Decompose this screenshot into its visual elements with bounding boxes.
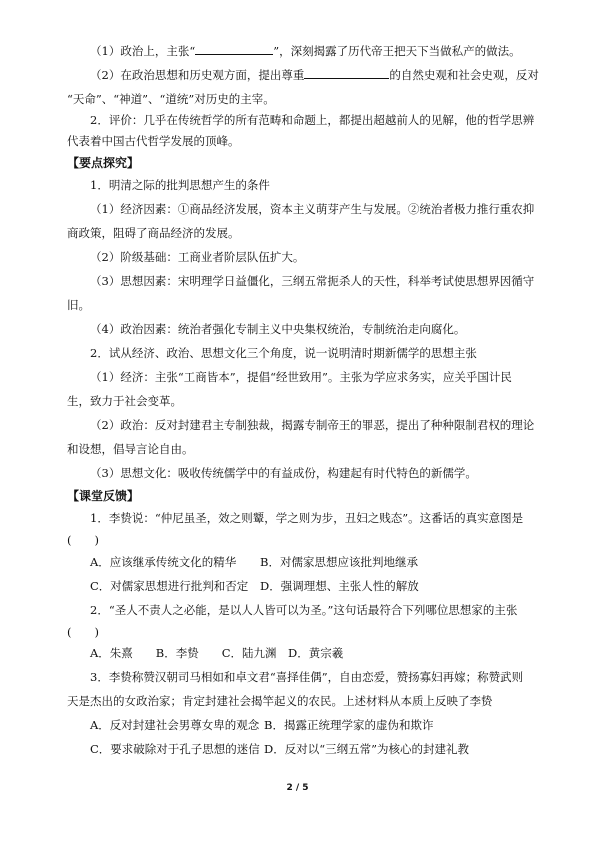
option-b: B．揭露正统理学家的虚伪和欺诈 <box>264 718 434 732</box>
paragraph-line <box>90 43 595 59</box>
paragraph-line: 2．试从经济、政治、思想文化三个角度，说一说明清时期新儒学的思想主张 <box>90 346 477 360</box>
option-b: B．对儒家思想应该批判地继承 <box>260 555 418 569</box>
fill-in-blank <box>195 43 273 55</box>
text: （2）在政治思想和历史观方面，提出尊重 <box>90 68 305 82</box>
option-a: A．应该继承传统文化的精华 <box>90 555 237 569</box>
option-a: A．反对封建社会男尊女卑的观念 <box>90 718 260 732</box>
answer-bracket: ( ) <box>67 533 99 547</box>
options-row: A．朱熹 B．李贽 C．陆九渊 D．黄宗羲 <box>90 646 344 660</box>
fill-in-blank <box>304 67 389 79</box>
section-heading: 【课堂反馈】 <box>67 489 140 503</box>
option-c: C．要求破除对于孔子思想的迷信 <box>90 742 260 756</box>
option-d: D．强调理想、主张人性的解放 <box>260 579 419 593</box>
paragraph-line: （1）经济：主张“工商皆本”，提倡“经世致用”。主张为学应求务实，应关乎国计民 <box>90 370 512 384</box>
paragraph-line: “天命”、“神道”、“道统”对历史的主宰。 <box>67 92 275 106</box>
page-number: 2 / 5 <box>286 783 309 793</box>
paragraph-line: 代表着中国古代哲学发展的顶峰。 <box>67 134 240 148</box>
paragraph-line: （2）阶级基础：工商业者阶层队伍扩大。 <box>90 250 305 264</box>
paragraph-line: 2．评价：几乎在传统哲学的所有范畴和命题上，都提出超越前人的见解，他的哲学思辨 <box>90 113 535 127</box>
question-stem: 2．“圣人不责人之必能，是以人人皆可以为圣。”这句话最符合下列哪位思想家的主张 <box>90 603 518 617</box>
paragraph-line: 1．明清之际的批判思想产生的条件 <box>90 178 270 192</box>
question-stem: 1．李贽说：“仲尼虽圣，效之则颦，学之则为步，丑妇之贱态”。这番话的真实意图是 <box>90 511 524 525</box>
option-c: C．对儒家思想进行批判和否定 <box>90 579 249 593</box>
text: （1）政治上，主张“ <box>90 44 196 58</box>
answer-bracket: ( ) <box>67 625 99 639</box>
text: 的自然史观和社会史观，反对 <box>389 68 539 82</box>
paragraph-line: 商政策，阻碍了商品经济的发展。 <box>67 226 240 240</box>
paragraph-line: 和设想，倡导言论自由。 <box>67 442 194 456</box>
paragraph-line: （1）经济因素：①商品经济发展，资本主义萌芽产生与发展。②统治者极力推行重农抑 <box>90 202 535 216</box>
paragraph-line: （4）政治因素：统治者强化专制主义中央集权统治，专制统治走向腐化。 <box>90 322 466 336</box>
question-stem: 3．李贽称赞汉朝司马相如和卓文君“喜择佳偶”，自由恋爱，赞扬寡妇再嫁；称赞武则 <box>90 670 524 684</box>
paragraph-line: 生，致力于社会变革。 <box>67 394 182 408</box>
option-d: D．反对以“三纲五常”为核心的封建礼教 <box>264 742 469 756</box>
paragraph-line: （2）政治：反对封建君主专制独裁，揭露专制帝王的罪恶，提出了种种限制君权的理论 <box>90 418 535 432</box>
question-stem: 天是杰出的女政治家；肯定封建社会揭竿起义的农民。上述材料从本质上反映了李贽 <box>67 694 493 708</box>
paragraph-line <box>90 67 595 83</box>
paragraph-line: （3）思想文化：吸收传统儒学中的有益成份，构建起有时代特色的新儒学。 <box>90 466 477 480</box>
section-heading: 【要点探究】 <box>67 156 140 170</box>
paragraph-line: 旧。 <box>67 298 90 312</box>
paragraph-line: （3）思想因素：宋明理学日益僵化，三纲五常扼杀人的天性，科举考试使思想界因循守 <box>90 274 535 288</box>
text: ”，深刻揭露了历代帝王把天下当做私产的做法。 <box>273 44 521 58</box>
